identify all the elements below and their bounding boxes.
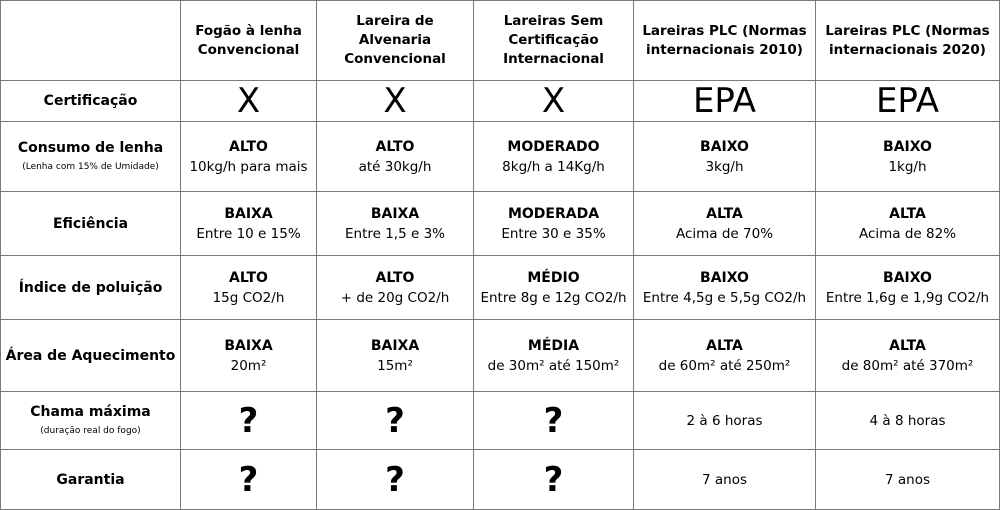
cell-value <box>634 192 816 256</box>
detail-text: 15m² <box>377 357 413 374</box>
detail-text: Entre 1,5 e 3% <box>344 225 445 242</box>
row-label-garantia: Garantia <box>1 450 181 510</box>
row-label-eficiencia: Eficiência <box>1 192 181 256</box>
cell-value <box>816 256 1000 320</box>
unknown-value: ? <box>474 392 634 450</box>
level-text: BAIXA <box>224 205 273 222</box>
detail-text: Acima de 82% <box>858 225 957 242</box>
level-text: ALTO <box>229 269 268 286</box>
row-label-text: Chama máxima <box>30 404 151 420</box>
unknown-value: ? <box>317 450 474 510</box>
detail-text: 15g CO2/h <box>212 289 285 306</box>
cell-value <box>181 320 317 392</box>
column-header-plc-2020: Lareiras PLC (Normas internacionais 2020) <box>816 1 1000 81</box>
row-consumo <box>1 122 1000 192</box>
column-header-alvenaria: Lareira de Alvenaria Convencional <box>317 1 474 81</box>
cell-value: 4 à 8 horas <box>816 392 1000 450</box>
row-certificacao <box>1 81 1000 122</box>
row-label-poluicao: Índice de poluição <box>1 256 181 320</box>
level-text: BAIXO <box>883 269 932 286</box>
cell-value <box>634 122 816 192</box>
detail-text: Entre 30 e 35% <box>501 225 606 242</box>
detail-text: 3kg/h <box>705 158 744 175</box>
detail-text: Entre 10 e 15% <box>196 225 301 242</box>
corner-cell <box>1 1 181 81</box>
detail-text: de 60m² até 250m² <box>658 357 791 374</box>
level-text: ALTA <box>706 337 743 354</box>
level-text: ALTO <box>229 138 268 155</box>
level-text: MÉDIO <box>527 269 580 286</box>
level-text: MODERADO <box>507 138 600 155</box>
cell-value <box>181 256 317 320</box>
level-text: ALTA <box>706 205 743 222</box>
cell-value <box>317 256 474 320</box>
cell-value <box>181 122 317 192</box>
cell-value <box>816 192 1000 256</box>
column-header-sem-certificacao: Lareiras Sem Certificação Internacional <box>474 1 634 81</box>
row-label-certificacao: Certificação <box>1 81 181 122</box>
level-text: BAIXO <box>700 269 749 286</box>
unknown-value: ? <box>317 392 474 450</box>
level-text: BAIXO <box>700 138 749 155</box>
level-text: MODERADA <box>507 205 600 222</box>
cell-value: EPA <box>816 81 1000 122</box>
row-sublabel: (Lenha com 15% de Umidade) <box>22 162 159 172</box>
unknown-value: ? <box>181 450 317 510</box>
detail-text: de 80m² até 370m² <box>841 357 974 374</box>
cell-value <box>816 320 1000 392</box>
cell-value <box>317 192 474 256</box>
detail-text: Entre 8g e 12g CO2/h <box>480 289 627 306</box>
unknown-value: ? <box>474 450 634 510</box>
cell-value: 7 anos <box>634 450 816 510</box>
detail-text: Acima de 70% <box>675 225 774 242</box>
cell-value <box>634 320 816 392</box>
cell-value: EPA <box>634 81 816 122</box>
cell-value <box>317 320 474 392</box>
level-text: BAIXA <box>224 337 273 354</box>
cell-value <box>474 320 634 392</box>
detail-text: 20m² <box>230 357 267 374</box>
row-label-text: Consumo de lenha <box>17 140 164 156</box>
unknown-value: ? <box>181 392 317 450</box>
cell-value: X <box>317 81 474 122</box>
level-text: BAIXA <box>370 337 420 354</box>
row-chama <box>1 392 1000 450</box>
detail-text: Entre 1,6g e 1,9g CO2/h <box>825 289 990 306</box>
detail-text: + de 20g CO2/h <box>340 289 450 306</box>
cell-value <box>317 122 474 192</box>
cell-value <box>634 256 816 320</box>
cell-value <box>474 122 634 192</box>
level-text: BAIXO <box>883 138 932 155</box>
detail-text: Entre 4,5g e 5,5g CO2/h <box>642 289 807 306</box>
level-text: BAIXA <box>370 205 420 222</box>
level-text: ALTA <box>889 205 926 222</box>
detail-text: até 30kg/h <box>358 158 432 175</box>
row-poluicao <box>1 256 1000 320</box>
detail-text: 10kg/h para mais <box>189 158 308 175</box>
row-sublabel: (duração real do fogo) <box>40 426 141 436</box>
cell-value <box>181 192 317 256</box>
row-eficiencia <box>1 192 1000 256</box>
level-text: ALTO <box>375 269 415 286</box>
cell-value: 7 anos <box>816 450 1000 510</box>
cell-value <box>816 122 1000 192</box>
level-text: ALTO <box>375 138 415 155</box>
row-garantia <box>1 450 1000 510</box>
cell-value: 2 à 6 horas <box>634 392 816 450</box>
level-text: ALTA <box>889 337 926 354</box>
detail-text: 8kg/h a 14Kg/h <box>502 158 605 175</box>
column-header-fogao: Fogão à lenha Convencional <box>181 1 317 81</box>
level-text: MÉDIA <box>527 337 580 354</box>
detail-text: 1kg/h <box>888 158 927 175</box>
cell-value: X <box>474 81 634 122</box>
cell-value <box>474 256 634 320</box>
row-label-consumo <box>1 122 181 192</box>
row-label-chama <box>1 392 181 450</box>
header-row <box>1 1 1000 81</box>
row-aquecimento <box>1 320 1000 392</box>
column-header-plc-2010: Lareiras PLC (Normas internacionais 2010) <box>634 1 816 81</box>
cell-value: X <box>181 81 317 122</box>
detail-text: de 30m² até 150m² <box>487 357 620 374</box>
row-label-aquecimento: Área de Aquecimento <box>1 320 181 392</box>
cell-value <box>474 192 634 256</box>
